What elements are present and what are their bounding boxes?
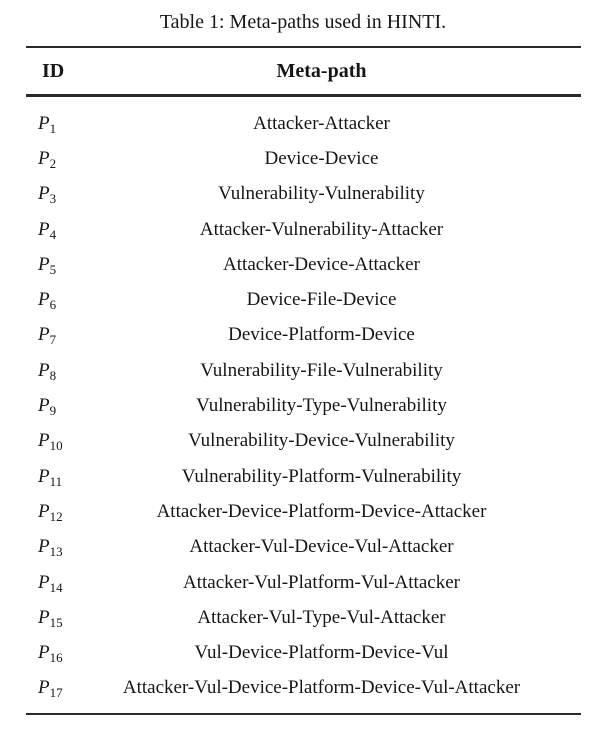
table-row <box>26 671 581 706</box>
column-header-meta-path: Meta-path <box>276 59 367 82</box>
row-id: $P_5$ <box>38 253 57 277</box>
table-row <box>26 106 581 141</box>
table-row <box>26 565 581 600</box>
row-id: $P_3$ <box>38 183 57 207</box>
row-meta-path: Vulnerability-Type-Vulnerability <box>196 395 447 417</box>
row-meta-path: Attacker-Device-Attacker <box>223 253 420 275</box>
table-row <box>26 247 581 282</box>
row-meta-path: Device-File-Device <box>246 289 397 311</box>
row-meta-path: Vulnerability-Vulnerability <box>218 183 425 205</box>
row-meta-path: Attacker-Vulnerability-Attacker <box>199 218 444 240</box>
row-meta-path: Vul-Device-Platform-Device-Vul <box>194 642 449 664</box>
table-row <box>26 212 581 247</box>
row-id: $P_{10}$ <box>38 430 63 454</box>
table-caption: Table 1: Meta-paths used in HINTI. <box>159 11 447 33</box>
row-id: $P_6$ <box>38 289 57 313</box>
table-row <box>26 282 581 317</box>
row-id: $P_9$ <box>38 395 57 419</box>
table-row <box>26 177 581 212</box>
column-header-id: ID <box>42 59 65 82</box>
table-row <box>26 459 581 494</box>
table-header-row <box>26 48 581 94</box>
row-id: $P_1$ <box>38 112 57 136</box>
row-meta-path: Vulnerability-File-Vulnerability <box>200 359 443 381</box>
table-row <box>26 424 581 459</box>
row-meta-path: Vulnerability-Device-Vulnerability <box>188 430 455 452</box>
row-id: $P_{13}$ <box>38 536 63 560</box>
row-id: $P_{17}$ <box>38 677 63 701</box>
row-meta-path: Attacker-Vul-Type-Vul-Attacker <box>197 606 446 628</box>
row-meta-path: Attacker-Device-Platform-Device-Attacker <box>156 500 487 522</box>
row-meta-path: Device-Platform-Device <box>228 324 415 346</box>
table-row <box>26 530 581 565</box>
table-row <box>26 494 581 529</box>
row-id: $P_7$ <box>38 324 57 348</box>
table-row <box>26 635 581 670</box>
row-meta-path: Attacker-Vul-Platform-Vul-Attacker <box>183 571 460 593</box>
row-id: $P_4$ <box>38 218 57 242</box>
table-row <box>26 600 581 635</box>
row-meta-path: Attacker-Attacker <box>253 112 390 134</box>
row-id: $P_{16}$ <box>38 642 63 666</box>
table-body <box>26 97 581 715</box>
row-meta-path: Attacker-Vul-Device-Vul-Attacker <box>189 536 454 558</box>
row-id: $P_{15}$ <box>38 606 63 630</box>
row-id: $P_{11}$ <box>38 465 63 489</box>
table-row <box>26 388 581 423</box>
row-meta-path: Vulnerability-Platform-Vulnerability <box>181 465 462 487</box>
table-row <box>26 141 581 176</box>
meta-path-table <box>26 46 581 715</box>
row-id: $P_8$ <box>38 359 57 383</box>
table-row <box>26 353 581 388</box>
row-meta-path: Device-Device <box>264 147 379 169</box>
table-row <box>26 318 581 353</box>
row-meta-path: Attacker-Vul-Device-Platform-Device-Vul-Attacker <box>122 677 521 699</box>
row-id: $P_{14}$ <box>38 571 63 595</box>
row-id: $P_{12}$ <box>38 500 63 524</box>
row-id: $P_2$ <box>38 147 57 171</box>
